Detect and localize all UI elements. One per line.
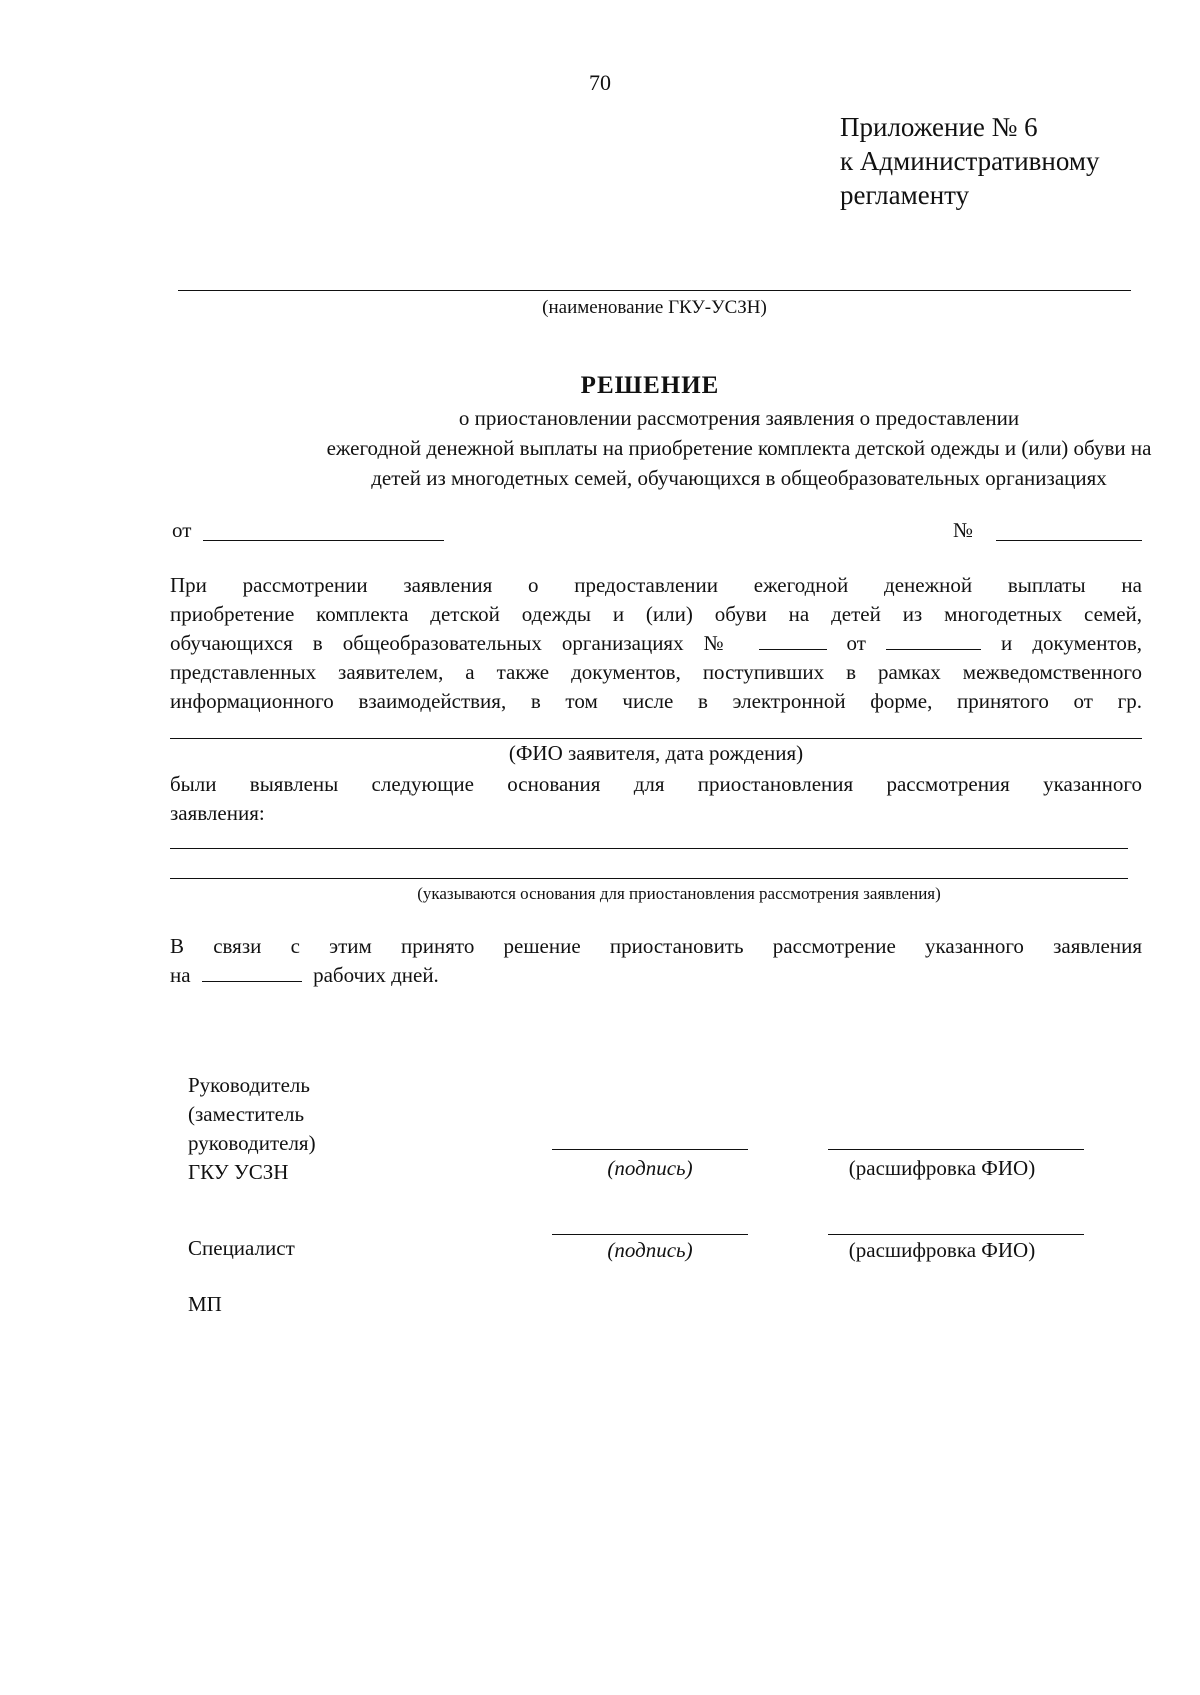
org-name-line[interactable]: [178, 290, 1131, 291]
body-line: приобретение комплекта детской одежды и (или) обуви на детей из многодетных семей,: [170, 602, 1142, 626]
application-date-field[interactable]: [886, 629, 981, 650]
appendix-line: Приложение № 6: [840, 112, 1038, 142]
date-label: от: [172, 518, 192, 542]
application-number-field[interactable]: [759, 629, 827, 650]
body-text: обучающихся в общеобразовательных организациях №: [170, 631, 739, 655]
appendix-line: регламенту: [840, 180, 970, 210]
head-title-line: Руководитель: [188, 1073, 310, 1097]
subtitle-line: о приостановлении рассмотрения заявления о предоставлении: [458, 406, 1020, 430]
appendix-reference: [840, 110, 1099, 212]
specialist-title: Специалист: [188, 1236, 295, 1260]
decision-text: на: [170, 963, 191, 987]
head-title-line: (заместитель: [188, 1102, 305, 1126]
head-title-line: руководителя): [188, 1131, 316, 1155]
head-title: [188, 1071, 316, 1187]
decision-text: рабочих дней.: [313, 963, 439, 987]
date-field[interactable]: [203, 540, 444, 541]
suspension-days-field[interactable]: [202, 961, 302, 982]
number-field[interactable]: [996, 540, 1142, 541]
grounds-paragraph: [170, 770, 1142, 828]
document-subtitle: [168, 403, 1200, 493]
number-label: №: [953, 518, 974, 542]
head-name-line[interactable]: [828, 1149, 1084, 1150]
subtitle-line: детей из многодетных семей, обучающихся в общеобразовательных организациях: [371, 466, 1107, 490]
grounds-line-1[interactable]: [170, 848, 1128, 849]
specialist-name-line[interactable]: [828, 1234, 1084, 1235]
body-text: от: [846, 631, 866, 655]
subtitle-line: ежегодной денежной выплаты на приобретение комплекта детской одежды и (или) обуви на: [326, 436, 1152, 460]
specialist-signature-caption: (подпись): [607, 1238, 693, 1262]
grounds-line: заявления:: [170, 801, 265, 825]
grounds-line: были выявлены следующие основания для приостановления рассмотрения указанного: [170, 772, 1142, 796]
applicant-line[interactable]: [170, 738, 1142, 739]
head-name-caption: (расшифровка ФИО): [848, 1156, 1036, 1180]
decision-line-with-field: [170, 961, 1142, 990]
grounds-line-2[interactable]: [170, 878, 1128, 879]
page-number: 70: [589, 70, 611, 95]
body-text: и документов,: [1001, 631, 1143, 655]
head-signature-caption: (подпись): [607, 1156, 693, 1180]
org-name-caption: (наименование ГКУ-УСЗН): [542, 297, 767, 318]
body-line-with-fields: [170, 629, 1142, 658]
body-paragraph: [170, 571, 1142, 716]
appendix-line: к Административному: [840, 146, 1100, 176]
stamp-label: МП: [188, 1292, 222, 1316]
head-signature-line[interactable]: [552, 1149, 748, 1150]
body-line: информационного взаимодействия, в том числе в электронной форме, принятого от гр.: [170, 689, 1142, 713]
head-title-line: ГКУ УСЗН: [188, 1160, 289, 1184]
body-line: При рассмотрении заявления о предоставлении ежегодной денежной выплаты на: [170, 573, 1142, 597]
applicant-caption: (ФИО заявителя, дата рождения): [508, 741, 804, 765]
decision-paragraph: [170, 932, 1142, 990]
specialist-signature-line[interactable]: [552, 1234, 748, 1235]
body-line: представленных заявителем, а также документов, поступивших в рамках межведомственного: [170, 660, 1142, 684]
grounds-caption: (указываются основания для приостановления рассмотрения заявления): [417, 884, 941, 903]
decision-line: В связи с этим принято решение приостановить рассмотрение указанного заявления: [170, 934, 1142, 958]
document-title: РЕШЕНИЕ: [580, 372, 720, 399]
specialist-name-caption: (расшифровка ФИО): [848, 1238, 1036, 1262]
